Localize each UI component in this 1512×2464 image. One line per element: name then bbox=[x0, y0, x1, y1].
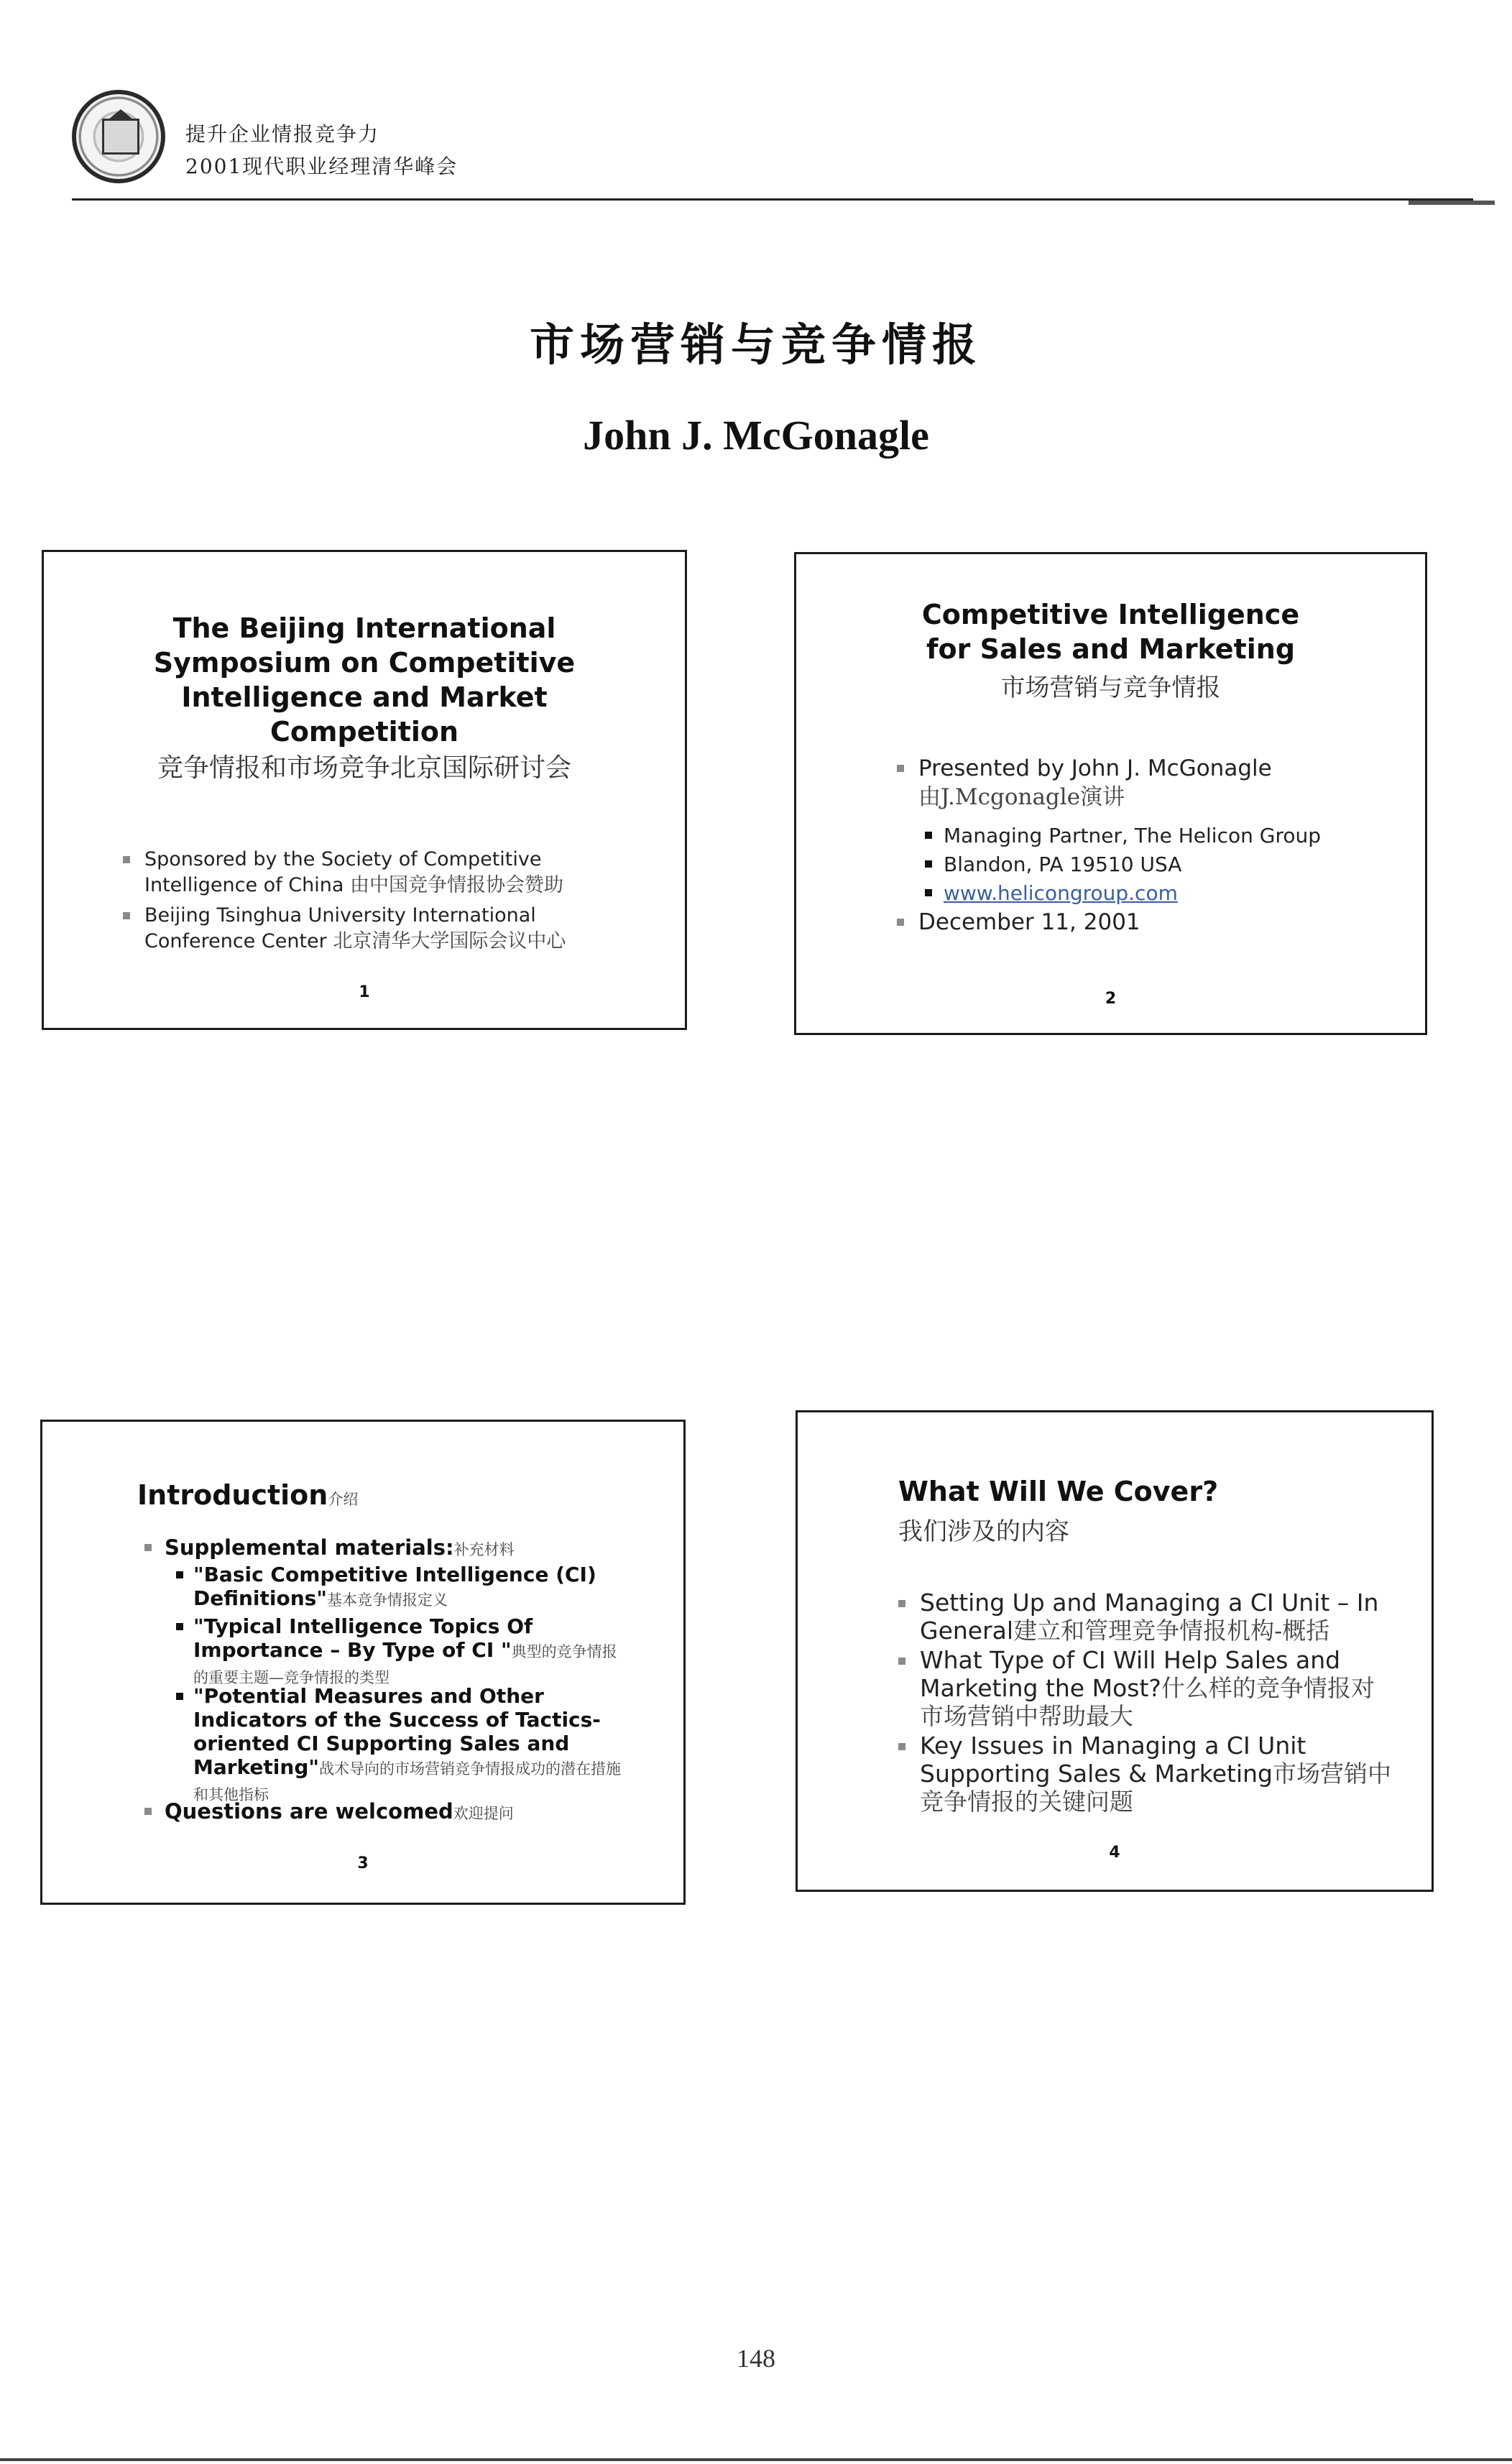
bullet-text: Questions are welcomed bbox=[165, 1799, 453, 1824]
bullet-text-zh: 市场营销中竞争情报的关键问题 bbox=[920, 1760, 1391, 1816]
sub-bullet-item bbox=[193, 1684, 624, 1807]
bullet-text: Sponsored by the Society of Competitive Intelligence of China bbox=[144, 848, 542, 896]
bullet-text-zh: 补充材料 bbox=[453, 1541, 515, 1558]
bullet-item bbox=[144, 903, 647, 955]
bullet-text: Supplemental materials: bbox=[165, 1535, 454, 1560]
slide-title-zh: 介绍 bbox=[328, 1491, 359, 1508]
bullet-text: Beijing Tsinghua University International Conference Center bbox=[144, 904, 536, 952]
header-line-1: 提升企业情报竞争力 bbox=[185, 122, 380, 146]
slide-subtitle-zh: 我们涉及的内容 bbox=[898, 1517, 1069, 1546]
page-number: 148 bbox=[737, 2344, 775, 2373]
bullet-item bbox=[920, 1732, 1394, 1816]
bullet-text: "Typical Intelligence Topics Of Importance – By Type of CI " bbox=[193, 1614, 533, 1662]
bullet-text: Presented by John J. McGonagle bbox=[918, 755, 1272, 781]
bullet-text-zh: 基本竞争情报定义 bbox=[326, 1591, 448, 1609]
bullet-text-zh: 战术导向的市场营销竞争情报成功的潜在措施和其他指标 bbox=[193, 1760, 621, 1803]
slide-subtitle-zh: 市场营销与竞争情报 bbox=[1000, 674, 1221, 702]
slide-number: 4 bbox=[1109, 1844, 1120, 1862]
slide-4 bbox=[796, 1410, 1434, 1892]
bullet-item bbox=[165, 1535, 624, 1562]
bullet-text: "Potential Measures and Other Indicators of the Success of Tactics-oriented CI Supporting Sales and Marketing" bbox=[193, 1684, 601, 1779]
slide-number: 2 bbox=[1105, 990, 1117, 1008]
slide-1 bbox=[42, 550, 687, 1030]
slide-subtitle-zh: 竞争情报和市场竞争北京国际研讨会 bbox=[157, 753, 571, 783]
bullet-text-zh: 由中国竞争情报协会赞助 bbox=[350, 874, 564, 896]
tsinghua-seal-logo bbox=[72, 90, 165, 183]
bullet-text-zh: 典型的竞争情报的重要主题—竞争情报的类型 bbox=[193, 1643, 617, 1686]
bottom-edge-rule bbox=[0, 2458, 1512, 2461]
bullet-text-zh: 建立和管理竞争情报机构-概括 bbox=[1013, 1617, 1330, 1645]
sub-bullet-item bbox=[193, 1563, 624, 1612]
sub-bullet-item bbox=[944, 879, 1178, 908]
slide-title-text: Introduction bbox=[137, 1479, 328, 1511]
bullet-item: December 11, 2001 bbox=[918, 908, 1378, 937]
sub-bullet-item: Managing Partner, The Helicon Group bbox=[944, 822, 1321, 850]
bullet-item bbox=[918, 754, 1378, 812]
bullet-text: Setting Up and Managing a CI Unit – In General bbox=[920, 1589, 1379, 1645]
bullet-text-zh: 欢迎提问 bbox=[453, 1805, 514, 1822]
bullet-text: Key Issues in Managing a CI Unit Supporting Sales & Marketing bbox=[920, 1732, 1306, 1788]
sub-bullet-item bbox=[193, 1614, 624, 1690]
document-author: John J. McGonagle bbox=[583, 412, 929, 459]
slide-2 bbox=[794, 552, 1427, 1035]
bullet-text-zh: 北京清华大学国际会议中心 bbox=[333, 930, 566, 952]
sub-bullet-item: Blandon, PA 19510 USA bbox=[944, 850, 1181, 879]
document-title: 市场营销与竞争情报 bbox=[529, 318, 982, 371]
slide-title bbox=[137, 1479, 358, 1511]
bullet-text: "Basic Competitive Intelligence (CI) Definitions" bbox=[193, 1563, 596, 1610]
bullet-item bbox=[920, 1646, 1394, 1730]
slide-number: 1 bbox=[359, 983, 370, 1001]
bullet-text-zh: 由J.Mcgonagle演讲 bbox=[918, 784, 1125, 810]
bullet-text: What Type of CI Will Help Sales and Marketing the Most? bbox=[920, 1646, 1341, 1702]
header-rule-accent bbox=[1409, 201, 1495, 205]
header-line-2: 2001现代职业经理清华峰会 bbox=[185, 155, 458, 178]
slide-title: What Will We Cover? bbox=[898, 1476, 1219, 1507]
bullet-item bbox=[165, 1799, 624, 1826]
bullet-text-zh: 什么样的竞争情报对市场营销中帮助最大 bbox=[920, 1674, 1375, 1730]
bullet-item bbox=[144, 847, 647, 898]
header-rule bbox=[72, 198, 1473, 201]
slide-title: Competitive Intelligence for Sales and Marketing bbox=[921, 599, 1300, 665]
slide-title: The Beijing International Symposium on Competitive Intelligence and Market Competition bbox=[153, 612, 576, 748]
website-link[interactable]: www.helicongroup.com bbox=[944, 881, 1178, 905]
slide-number: 3 bbox=[357, 1854, 369, 1872]
bullet-item bbox=[920, 1589, 1394, 1645]
slide-3 bbox=[40, 1420, 686, 1905]
